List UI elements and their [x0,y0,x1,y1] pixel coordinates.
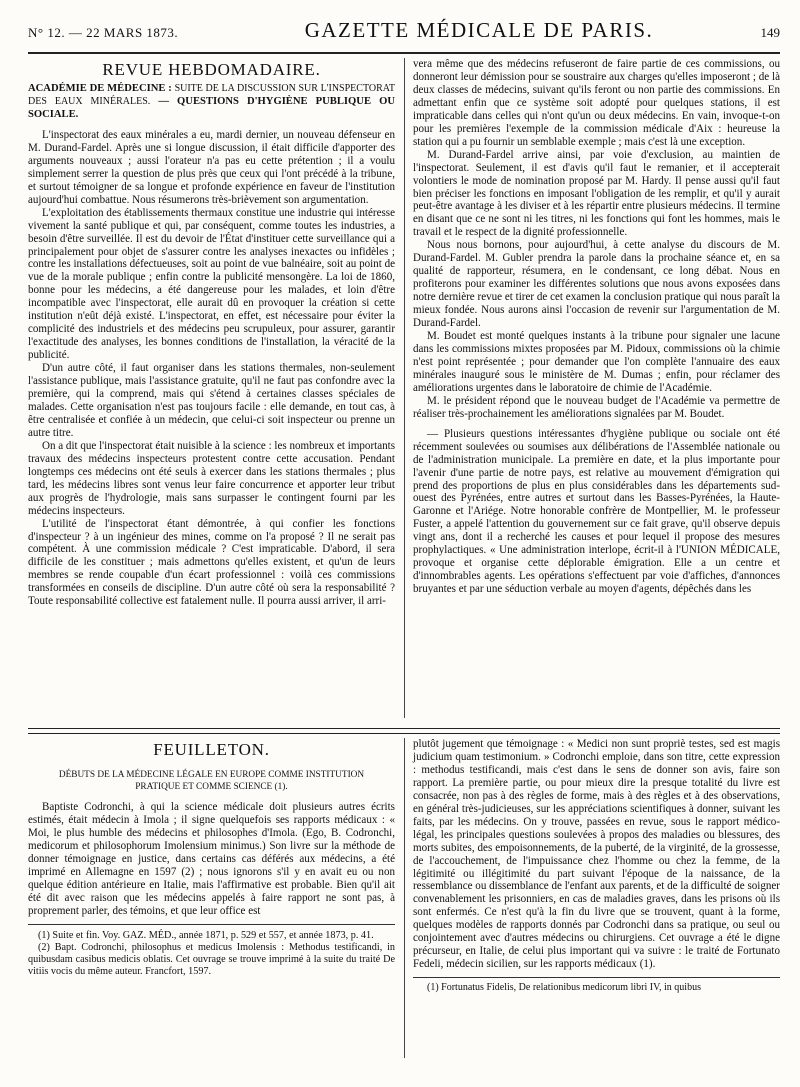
revue-paragraph: — Plusieurs questions intéressantes d'hygiène publique ou sociale ont été récemment soulevées ou soumises aux délibérations de l'Assemblée nationale ou de l'administration municipale. La première en date, et la plus importante pour l'avenir d'une partie de notre pays, est relative au mouvement d'émigration qui prend des proportions de plus en plus considérables dans les départements sud-ouest des Pyrénées, entre autres et surtout dans les Basses-Pyrénées, la Haute-Garonne et l'Ariége. Notre honorable confrère de Montpellier, M. le professeur Fuster, a appelé l'attention du gouvernement sur ce fait grave, qu'il observe depuis vingt ans, dont il a recherché les causes et pour lequel il propose des mesures prophylactiques. « Une administration interlope, écrit-il à l'UNION MÉDICALE, provoque et organise cette déplorable émigration. Elle a un centre et d'innombrables agents. Les opérations s'effectuent par voie d'affiches, d'annonces bruyantes et par une séduction verbale au moyen d'agents, dépêchés dans les [413,427,780,596]
revue-paragraph: Nous nous bornons, pour aujourd'hui, à cette analyse du discours de M. Durand-Fardel. M. Gubler prendra la parole dans la prochaine séance et, en sa qualité de rapporteur, résumera, en le condensant, ce long débat. Nous en profiterons pour examiner les différentes solutions que nous avons exposées dans notre dernière revue et tirer de cet examen la conclusion pratique qui nous paraît la mieux fondée. Nous aurons ainsi l'occasion de revenir sur l'argumentation de M. Durand-Fardel. [413,239,780,330]
section-divider [28,728,780,734]
academie-subject: SUITE DE LA DISCUSSION SUR L'INSPECTORAT DES EAUX MINÉRALES. [28,82,395,107]
academie-questions: — QUESTIONS D'HYGIÈNE PUBLIQUE OU SOCIALE. [28,95,395,120]
footnotes [28,924,395,979]
academie-heading [28,82,395,121]
revue-paragraph: M. Durand-Fardel arrive ainsi, par voie d'exclusion, au maintien de l'inspectorat. Seulement, il est d'avis qu'il faut le remanier, et il accepterait volontiers le mode de nomination proposé par M. Hardy. Il pense aussi qu'il faut bien préciser les fonctions en imposant l'obligation de les remplir, et qu'il y aurait peut-être avantage à les diviser et à les répartir entre plusieurs médecins. Il termine en disant que ce ne sont ni les titres, ni les fonctions qui font les hommes, mais le travail et le respect de la dignité professionnelle. [413,148,780,239]
masthead [28,18,780,54]
revue-paragraph: vera même que des médecins refuseront de faire partie de ces commissions, ou donneront leur démission pour se soustraire aux charges qu'elles imposeront ; de là deux classes de médecins, suivant qu'ils feront ou non partie des commissions. En admettant enfin que ce système soit adopté pour quelques stations, il est impraticable dans celles qui n'ont qu'un ou deux médecins. En vain, invoque-t-on pour les premières l'exemple de la commission médicale d'Aix : heureuse la station qui a pu fournir un semblable exemple ; mais c'est là une exception. [413,58,780,148]
revue-left-column [28,58,395,718]
revue-right-column [413,58,780,718]
revue-paragraph: D'un autre côté, il faut organiser dans les stations thermales, non-seulement l'assistance publique, mais l'assistance gratuite, qu'il ne faut pas confondre avec la première, qui la comprend, mais qui s'étend à certaines classes spéciales de malades. Cette organisation n'est pas toujours facile : elle demande, en tout cas, à être centralisée et confiée à un médecin, que celui-ci soit inspecteur ou prenne un autre titre. [28,362,395,439]
footnotes [413,977,780,994]
feuilleton-paragraph: Baptiste Codronchi, à qui la science médicale doit plusieurs autres écrits estimés, était médecin à Imola ; il signe quelquefois ses rapports médicaux : « Moi, le plus humble des médecins et philosophes d'Imola. (Ego, B. Codronchi, medicorum et philosophorum Imolensium minimus.) Son livre sur la méthode de donner témoignage en justice, dans certains cas déférés aux médecins, a été imprimé en Allemagne en 1597 (2) ; nous ignorons s'il y en avait eu ou non quelque édition antérieure en Italie, mais l'affirmative est probable. Bien qu'il ait été dit avec raison que les médecins appelés à faire rapport ne sont pas, à proprement parler, des témoins, et que leur office est [28,800,395,917]
feuilleton-subtitle-line: DÉBUTS DE LA MÉDECINE LÉGALE EN EUROPE COMME INSTITUTION [58,769,365,780]
feuilleton-left-column [28,738,395,1058]
feuilleton-subtitle-line: PRATIQUE ET COMME SCIENCE (1). [135,781,288,792]
footnote: (2) Bapt. Codronchi, philosophus et medicus Imolensis : Methodus testificandi, in quibusdam casibus medicis oblatis. Cet ouvrage se trouve imprimé à la suite du traité De vitiis vocis du même auteur. Francfort, 1597. [28,941,395,978]
footnote: (1) Fortunatus Fidelis, De relationibus medicorum libri IV, in quibus [427,982,701,994]
journal-title: GAZETTE MÉDICALE DE PARIS. [304,18,654,42]
revue-paragraph: L'utilité de l'inspectorat étant démontrée, à qui confier les fonctions d'inspecteur ? à un ingénieur des mines, comme on l'a proposé ? Il ne serait pas compétent. À une commission médicale ? C'est impraticable. D'abord, il sera difficile de les constituer ; mais admettons qu'elles existent, et qu'un de leurs membres se rende coupable d'un écart professionnel : voilà ces commissions transformées en conseils de discipline. D'un autre côté où sera la responsabilité ? Toute responsabilité collective est fatalement nulle. Il pourra aussi arriver, il arri- [28,517,395,608]
revue-title: REVUE HEBDOMADAIRE. [102,60,321,79]
column-divider [404,738,405,1058]
academie-lead: ACADÉMIE DE MÉDECINE : [28,82,172,94]
issue-date: N° 12. — 22 MARS 1873. [28,25,179,40]
footnote: (1) Suite et fin. Voy. GAZ. MÉD., année 1871, p. 529 et 557, et année 1873, p. 41. [38,929,374,941]
revue-paragraph: M. le président répond que le nouveau budget de l'Académie va permettre de réaliser très-prochainement les améliorations signalées par M. Boudet. [413,394,780,420]
column-divider [404,58,405,718]
revue-section [28,58,780,718]
feuilleton-section [28,738,780,1058]
feuilleton-subtitle [28,769,395,793]
feuilleton-paragraph: plutôt jugement que témoignage : « Medici non sunt propriè testes, sed est magis judicium quam testimonium. » Codronchi emploie, dans son titre, cette expression : methodus testificandi, mais c'est dans le sens de donner son avis, faire son rapport. La première partie, ou pour mieux dire la presque totalité du livre est consacrée, non pas à des règles de forme, mais à des règles et à des observations, en général très-judicieuses, sur les appréciations scientifiques à donner, suivant les faits, par les médecins. On y trouve, passées en revue, sous le rapport médico-légal, les principales questions soulevées à propos des maladies ou blessures, des morts subites, des empoisonnements, de la puberté, de la virginité, de la grossesse, de l'accouchement, de l'impuissance chez l'homme ou chez la femme, de la légitimité ou illégitimité du part suivant l'époque de la naissance, de la ressemblance ou dissemblance de l'enfant aux parents, et de la difficulté de soigner convenablement les prisonniers, en cas de maladies graves, dans les prisons où ils sont enfermés. Ce n'est qu'à la fin du livre que se trouvent, quant à la forme, quelques modèles de rapports donnés par Codronchi dans sa pratique, ou seul ou conjointement avec d'autres médecins ou chirurgiens. Cet ouvrage a été le digne précurseur, en Italie, de celui plus important qui va suivre : le traité de Fortunato Fedeli, médecin sicilien, sur les rapports médicaux (1). [413,738,780,971]
revue-paragraph: L'inspectorat des eaux minérales a eu, mardi dernier, un nouveau défenseur en M. Durand-Fardel. Après une si longue discussion, il était difficile d'apporter des arguments nouveaux ; aussi l'orateur n'a pas eu cette prétention ; il a voulu simplement serrer la question de plus près que ceux qui l'ont précédé à la tribune, et surtout témoigner de sa longue et profonde expérience en faveur de l'institution aujourd'hui combattue. Nous résumerons très-brièvement son argumentation. [28,128,395,206]
page-number: 149 [760,25,780,40]
revue-paragraph: On a dit que l'inspectorat était nuisible à la science : les nombreux et importants travaux des médecins inspecteurs protestent contre cette accusation. Pendant longtemps ces médecins ont été seuls à exercer dans les stations thermales ; plus tard, les médecins libres sont venus leur faire concurrence et apporter leur tribut aux progrès de l'hydrologie, mais sans surpasser le contingent fourni par les médecins inspecteurs. [28,439,395,517]
feuilleton-right-column [413,738,780,1058]
feuilleton-title: FEUILLETON. [153,740,270,759]
revue-paragraph: L'exploitation des établissements thermaux constitue une industrie qui intéresse vivement la santé publique et qui, par conséquent, comme toutes les industries, a besoin d'être surveillée. Il est du devoir de l'État d'instituer cette surveillance qui a principalement pour objet de s'assurer contre les analyses inexactes ou infidèles ; contre les installations défectueuses, soit au point de vue balnéaire, soit au point de vue de la morale publique ; enfin contre la publicité mensongère. La loi de 1860, bonne pour les médecins, a été dangereuse pour les malades, et loin d'être incompatible avec l'inspectorat, elle aurait dû en provoquer la création si cette institution n'eût déjà existé. L'inspectorat, en effet, est nécessaire pour éviter la complicité des industriels et des médecins peu scrupuleux, pour assurer, garantir l'exactitude des analyses, les bonnes conditions de l'installation, la véracité de la publicité. [28,206,395,362]
revue-paragraph: M. Boudet est monté quelques instants à la tribune pour signaler une lacune dans les commissions mixtes proposées par M. Pidoux, commissions où la chimie n'est point représentée ; pour demander que l'on complète l'annuaire des eaux minérales inauguré sous le ministère de M. Dumas ; enfin, pour réclamer des améliorations urgentes dans le laboratoire de chimie de l'Académie. [413,330,780,394]
